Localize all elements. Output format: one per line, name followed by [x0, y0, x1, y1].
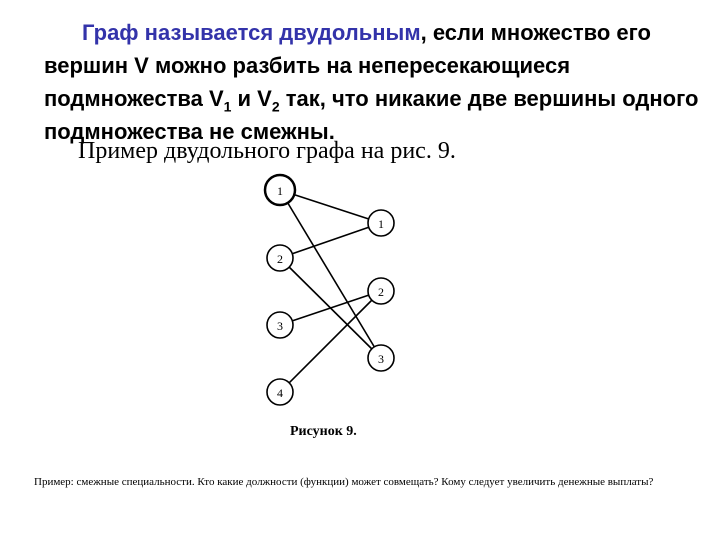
left-vertex-label: 4 — [277, 386, 283, 400]
example-line: Пример двудольного графа на рис. 9. — [78, 138, 456, 164]
right-vertex-label: 1 — [378, 217, 384, 231]
right-vertex-1 — [368, 210, 394, 236]
left-vertex-3 — [267, 312, 293, 338]
right-vertex-label: 3 — [378, 352, 384, 366]
figure-caption: Рисунок 9. — [290, 424, 357, 439]
left-vertex-label: 2 — [277, 252, 283, 266]
right-vertex-2 — [368, 278, 394, 304]
subscript-1: 1 — [223, 98, 232, 115]
edge-L4-R2 — [280, 291, 381, 392]
subscript-2: 2 — [271, 98, 280, 115]
left-vertex-2 — [267, 245, 293, 271]
definition-text-part-3: так, что никакие две вершины одного подмножества не смежны. — [44, 86, 699, 144]
right-vertex-3 — [368, 345, 394, 371]
example-note: Пример: смежные специальности. Кто какие должности (функции) может совмещать? Кому следует увеличить денежные выплаты? — [34, 476, 654, 488]
left-vertex-4 — [267, 379, 293, 405]
edge-L2-R1 — [280, 223, 381, 258]
right-vertex-label: 2 — [378, 285, 384, 299]
left-vertex-1 — [265, 175, 295, 205]
left-vertex-label: 3 — [277, 319, 283, 333]
definition-text-part-1: , если множество его вершин V можно разбить на непересекающиеся подмножества V — [44, 20, 651, 111]
definition-term: Граф называется двудольным — [82, 20, 421, 45]
left-vertex-label: 1 — [277, 184, 283, 198]
edge-L3-R2 — [280, 291, 381, 325]
definition-text-part-2: и V — [231, 86, 272, 111]
